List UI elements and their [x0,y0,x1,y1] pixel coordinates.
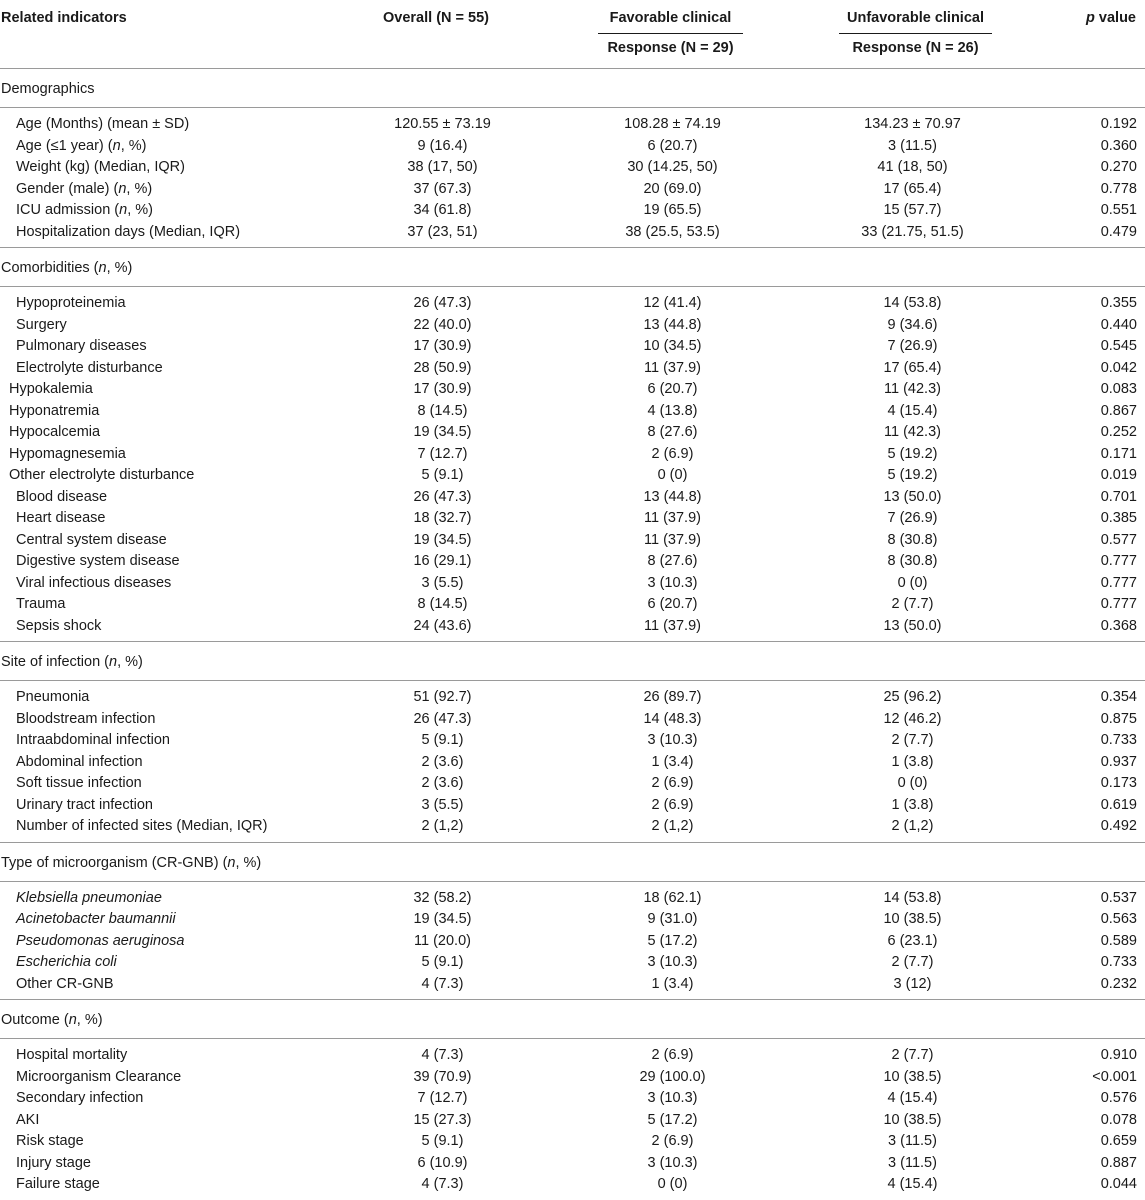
header-favorable-line1: Favorable clinical [609,10,732,26]
favorable-value: 2 (6.9) [651,1133,694,1149]
p-value: 0.659 [1100,1133,1137,1149]
row-label: Other electrolyte disturbance [9,467,195,483]
p-value: 0.083 [1100,381,1137,397]
unfavorable-value: 3 (11.5) [888,137,937,154]
overall-value: 26 (47.3) [413,710,472,727]
p-value: 0.576 [1100,1090,1137,1106]
row-label: Bloodstream infection [16,710,156,727]
unfavorable-value: 10 (38.5) [883,1068,942,1085]
unfavorable-value: 5 (19.2) [887,467,938,483]
p-value: 0.545 [1100,338,1137,354]
table-row [0,222,1145,244]
unfavorable-value: 8 (30.8) [887,531,938,548]
overall-value: 3 (5.5) [421,796,464,813]
table-row [0,422,1145,444]
overall-value: 34 (61.8) [413,202,472,218]
table-row [0,551,1145,573]
table-row [0,616,1145,638]
overall-value: 24 (43.6) [413,617,472,634]
favorable-value: 38 (25.5, 53.5) [625,223,720,240]
p-value: 0.232 [1100,975,1137,992]
favorable-value: 8 (27.6) [647,424,698,440]
unfavorable-value: 2 (7.7) [891,732,934,748]
p-value: 0.778 [1100,180,1137,197]
unfavorable-value: 1 (3.8) [891,753,934,770]
overall-value: 2 (3.6) [421,753,464,770]
overall-value: 19 (34.5) [413,911,472,927]
table-row [0,293,1145,315]
row-label: AKI [16,1111,40,1128]
favorable-value: 3 (10.3) [647,732,698,748]
p-value: 0.492 [1100,818,1137,834]
table-row [0,888,1145,910]
header-unfavorable-rule [839,33,992,34]
favorable-value: 6 (20.7) [647,137,698,154]
unfavorable-value: 0 (0) [897,775,928,791]
p-value: 0.777 [1100,553,1137,569]
table-row [0,1174,1145,1196]
unfavorable-value: 3 (12) [893,975,932,992]
table-row [0,465,1145,487]
favorable-value: 2 (6.9) [651,445,694,462]
header-p-value: p value [1086,10,1136,26]
row-label: Injury stage [16,1154,91,1171]
row-label: Klebsiella pneumoniae [16,889,162,906]
row-label: Number of infected sites (Median, IQR) [16,818,268,834]
favorable-value: 11 (37.9) [644,617,701,634]
unfavorable-value: 5 (19.2) [887,445,938,462]
section-rows [0,108,1145,248]
table-row [0,157,1145,179]
row-label: Heart disease [16,510,106,526]
favorable-value: 26 (89.7) [643,689,702,705]
favorable-value: 19 (65.5) [643,202,702,218]
overall-value: 39 (70.9) [413,1068,472,1085]
row-label: Pseudomonas aeruginosa [16,932,185,949]
unfavorable-value: 4 (15.4) [887,1090,938,1106]
table-row [0,974,1145,996]
favorable-value: 2 (6.9) [651,775,694,791]
p-value: 0.777 [1100,596,1137,612]
favorable-value: 13 (44.8) [643,488,702,505]
header-related-indicators: Related indicators [1,10,127,26]
favorable-value: 13 (44.8) [643,316,702,333]
overall-value: 4 (7.3) [421,1047,464,1063]
overall-value: 6 (10.9) [417,1154,468,1171]
favorable-value: 5 (17.2) [647,932,698,949]
overall-value: 7 (12.7) [417,445,468,462]
p-value: 0.701 [1100,488,1137,505]
row-label: Sepsis shock [16,617,102,634]
favorable-value: 11 (37.9) [644,531,701,548]
header-unfavorable-line2: Response (N = 26) [852,40,979,56]
table-row [0,1067,1145,1089]
table-body [0,69,1145,1200]
p-value: <0.001 [1092,1068,1137,1085]
p-value: 0.171 [1100,445,1137,462]
header-unfavorable-line1: Unfavorable clinical [847,10,984,26]
section-title: Outcome (n, %) [0,1000,1145,1039]
row-label: Other CR-GNB [16,975,114,992]
header-favorable-rule [598,33,743,34]
table-row [0,530,1145,552]
row-label: Acinetobacter baumannii [16,911,176,927]
unfavorable-value: 13 (50.0) [883,488,942,505]
favorable-value: 3 (10.3) [647,954,698,970]
row-label: Hospital mortality [16,1047,128,1063]
favorable-value: 30 (14.25, 50) [627,159,718,175]
table-row [0,114,1145,136]
row-label: Soft tissue infection [16,775,142,791]
row-label: Failure stage [16,1176,100,1192]
p-value: 0.360 [1100,137,1137,154]
unfavorable-value: 17 (65.4) [883,359,942,376]
p-value: 0.887 [1100,1154,1137,1171]
overall-value: 18 (32.7) [413,510,472,526]
row-label: Hyponatremia [9,402,100,419]
unfavorable-value: 2 (7.7) [891,954,934,970]
overall-value: 3 (5.5) [421,574,464,591]
section-rows [0,1039,1145,1200]
table-row [0,773,1145,795]
unfavorable-value: 15 (57.7) [883,202,942,218]
favorable-value: 1 (3.4) [651,753,694,770]
section-title: Demographics [0,69,1145,108]
favorable-value: 14 (48.3) [643,710,702,727]
unfavorable-value: 134.23 ± 70.97 [864,116,961,132]
table-row [0,444,1145,466]
unfavorable-value: 10 (38.5) [883,911,942,927]
row-label: Age (≤1 year) (n, %) [16,137,147,154]
unfavorable-value: 2 (7.7) [891,596,934,612]
row-label: Hypokalemia [9,381,93,397]
favorable-value: 108.28 ± 74.19 [624,116,721,132]
favorable-value: 11 (37.9) [644,510,701,526]
unfavorable-value: 13 (50.0) [883,617,942,634]
p-value: 0.385 [1100,510,1137,526]
unfavorable-value: 2 (7.7) [891,1047,934,1063]
p-value: 0.537 [1100,889,1137,906]
overall-value: 11 (20.0) [414,932,471,949]
row-label: Microorganism Clearance [16,1068,182,1085]
table-row [0,315,1145,337]
unfavorable-value: 2 (1,2) [891,818,934,834]
overall-value: 8 (14.5) [417,402,468,419]
overall-value: 4 (7.3) [421,975,464,992]
unfavorable-value: 8 (30.8) [887,553,938,569]
table-header [0,0,1145,69]
p-value: 0.042 [1100,359,1137,376]
unfavorable-value: 3 (11.5) [888,1154,937,1171]
overall-value: 32 (58.2) [413,889,472,906]
favorable-value: 3 (10.3) [647,574,698,591]
overall-value: 51 (92.7) [413,689,472,705]
unfavorable-value: 11 (42.3) [884,381,941,397]
overall-value: 22 (40.0) [413,316,472,333]
row-label: Digestive system disease [16,553,180,569]
unfavorable-value: 12 (46.2) [883,710,942,727]
table-row [0,909,1145,931]
unfavorable-value: 7 (26.9) [887,510,938,526]
table-row [0,179,1145,201]
unfavorable-value: 10 (38.5) [883,1111,942,1128]
favorable-value: 0 (0) [657,1176,688,1192]
favorable-value: 6 (20.7) [647,596,698,612]
row-label: Pneumonia [16,689,90,705]
p-value: 0.563 [1100,911,1137,927]
p-value: 0.440 [1100,316,1137,333]
favorable-value: 11 (37.9) [644,359,701,376]
overall-value: 37 (67.3) [413,180,472,197]
overall-value: 2 (1,2) [421,818,464,834]
unfavorable-value: 4 (15.4) [887,1176,938,1192]
table-row [0,1153,1145,1175]
overall-value: 17 (30.9) [413,338,472,354]
row-label: Electrolyte disturbance [16,359,163,376]
row-label: Gender (male) (n, %) [16,180,153,197]
table-row [0,487,1145,509]
p-value: 0.577 [1100,531,1137,548]
unfavorable-value: 1 (3.8) [891,796,934,813]
header-overall: Overall (N = 55) [383,10,489,26]
overall-value: 26 (47.3) [413,295,472,311]
row-label: Viral infectious diseases [16,574,172,591]
unfavorable-value: 9 (34.6) [887,316,938,333]
overall-value: 19 (34.5) [413,531,472,548]
p-value: 0.589 [1100,932,1137,949]
unfavorable-value: 0 (0) [897,574,928,591]
row-label: Pulmonary diseases [16,338,147,354]
p-value: 0.875 [1100,710,1137,727]
overall-value: 5 (9.1) [421,732,464,748]
table-row [0,401,1145,423]
section-rows [0,882,1145,1001]
p-value: 0.019 [1100,467,1137,483]
favorable-value: 6 (20.7) [647,381,698,397]
table-row [0,1088,1145,1110]
row-label: Surgery [16,316,67,333]
favorable-value: 29 (100.0) [639,1068,706,1085]
unfavorable-value: 4 (15.4) [887,402,938,419]
row-label: Escherichia coli [16,954,117,970]
p-value: 0.733 [1100,732,1137,748]
row-label: ICU admission (n, %) [16,202,153,218]
table-row [0,1131,1145,1153]
p-value: 0.173 [1100,775,1137,791]
row-label: Urinary tract infection [16,796,153,813]
overall-value: 2 (3.6) [421,775,464,791]
table-row [0,952,1145,974]
row-label: Secondary infection [16,1090,144,1106]
unfavorable-value: 41 (18, 50) [877,159,948,175]
unfavorable-value: 14 (53.8) [883,889,942,906]
overall-value: 5 (9.1) [421,467,464,483]
overall-value: 17 (30.9) [413,381,472,397]
p-value: 0.479 [1100,223,1137,240]
table-row [0,931,1145,953]
row-label: Hospitalization days (Median, IQR) [16,223,241,240]
table-row [0,336,1145,358]
favorable-value: 0 (0) [657,467,688,483]
row-label: Hypocalcemia [9,424,101,440]
overall-value: 9 (16.4) [417,137,468,154]
row-label: Abdominal infection [16,753,143,770]
favorable-value: 4 (13.8) [647,402,698,419]
row-label: Blood disease [16,488,108,505]
p-value: 0.368 [1100,617,1137,634]
overall-value: 19 (34.5) [413,424,472,440]
p-value: 0.733 [1100,954,1137,970]
table-row [0,379,1145,401]
favorable-value: 5 (17.2) [647,1111,698,1128]
row-label: Age (Months) (mean ± SD) [16,116,190,132]
row-label: Central system disease [16,531,167,548]
p-value: 0.910 [1100,1047,1137,1063]
header-favorable-line2: Response (N = 29) [607,40,734,56]
overall-value: 120.55 ± 73.19 [394,116,491,132]
p-value: 0.354 [1100,689,1137,705]
unfavorable-value: 11 (42.3) [884,424,941,440]
favorable-value: 3 (10.3) [647,1090,698,1106]
unfavorable-value: 25 (96.2) [883,689,942,705]
p-value: 0.355 [1100,295,1137,311]
overall-value: 15 (27.3) [413,1111,472,1128]
overall-value: 8 (14.5) [417,596,468,612]
overall-value: 5 (9.1) [421,954,464,970]
favorable-value: 3 (10.3) [647,1154,698,1171]
table-row [0,358,1145,380]
p-value: 0.078 [1100,1111,1137,1128]
section-rows [0,681,1145,843]
favorable-value: 2 (1,2) [651,818,694,834]
section-rows [0,287,1145,642]
unfavorable-value: 14 (53.8) [883,295,942,311]
p-value: 0.937 [1100,753,1137,770]
section-title: Type of microorganism (CR-GNB) (n, %) [0,843,1145,882]
p-value: 0.619 [1100,796,1137,813]
favorable-value: 18 (62.1) [643,889,702,906]
row-label: Intraabdominal infection [16,732,170,748]
row-label: Risk stage [16,1133,84,1149]
table-row [0,200,1145,222]
favorable-value: 9 (31.0) [647,911,698,927]
overall-value: 16 (29.1) [413,553,472,569]
p-value: 0.777 [1100,574,1137,591]
favorable-value: 10 (34.5) [643,338,702,354]
overall-value: 38 (17, 50) [407,159,478,175]
row-label: Weight (kg) (Median, IQR) [16,159,185,175]
table-row [0,816,1145,838]
unfavorable-value: 17 (65.4) [883,180,942,197]
table-row [0,1110,1145,1132]
unfavorable-value: 33 (21.75, 51.5) [861,223,964,240]
unfavorable-value: 3 (11.5) [888,1133,937,1149]
row-label: Trauma [16,596,66,612]
table-row [0,594,1145,616]
table-row [0,795,1145,817]
p-value: 0.044 [1100,1176,1137,1192]
overall-value: 4 (7.3) [421,1176,464,1192]
p-value: 0.551 [1100,202,1137,218]
favorable-value: 2 (6.9) [651,1047,694,1063]
table-row [0,752,1145,774]
table-row [0,573,1145,595]
table-row [0,136,1145,158]
table-row [0,709,1145,731]
table-row [0,687,1145,709]
unfavorable-value: 6 (23.1) [887,932,938,949]
p-value: 0.867 [1100,402,1137,419]
section-title: Site of infection (n, %) [0,642,1145,681]
row-label: Hypoproteinemia [16,295,126,311]
overall-value: 28 (50.9) [413,359,472,376]
unfavorable-value: 7 (26.9) [887,338,938,354]
row-label: Hypomagnesemia [9,445,126,462]
table-row [0,508,1145,530]
section-title: Comorbidities (n, %) [0,248,1145,287]
favorable-value: 20 (69.0) [643,180,702,197]
favorable-value: 2 (6.9) [651,796,694,813]
overall-value: 5 (9.1) [421,1133,464,1149]
favorable-value: 8 (27.6) [647,553,698,569]
p-value: 0.270 [1100,159,1137,175]
table-row [0,730,1145,752]
p-value: 0.192 [1100,116,1137,132]
favorable-value: 12 (41.4) [643,295,702,311]
favorable-value: 1 (3.4) [651,975,694,992]
p-value: 0.252 [1100,424,1137,440]
overall-value: 7 (12.7) [417,1090,468,1106]
overall-value: 26 (47.3) [413,488,472,505]
overall-value: 37 (23, 51) [407,223,478,240]
table-row [0,1045,1145,1067]
